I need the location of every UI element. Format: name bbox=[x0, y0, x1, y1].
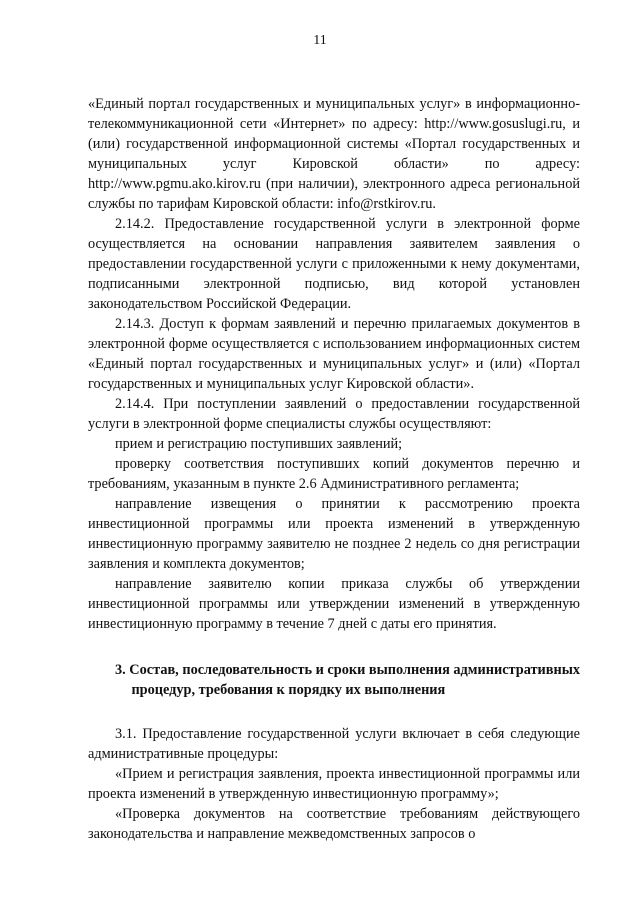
paragraph-2-14-2: 2.14.2. Предоставление государственной услуги в электронной форме осуществляется на основании направления заявителем заявления о предоставлении государственной услуги с приложенными к нему документами, подписанными электронной подписью, вид которой установлен законодательством Российской Федерации. bbox=[88, 216, 580, 312]
document-body bbox=[88, 94, 580, 844]
page-number: 11 bbox=[313, 33, 327, 48]
list-item-notification: направление извещения о принятии к рассмотрению проекта инвестиционной программы или проекта изменений в утвержденную инвестиционную программу заявителю не позднее 2 недель со дня регистрации заявления и комплекта документов; bbox=[88, 496, 580, 572]
paragraph-portal-addresses: «Единый портал государственных и муниципальных услуг» в информационно-телекоммуникационной сети «Интернет» по адресу: http://www.gosuslugi.ru, и (или) государственной информационной системы «Портал государственных и муниципальных услуг Кировской области» по адресу: http://www.pgmu.ako.kirov.ru (при наличии), электронного адреса региональной службы по тарифам Кировской области: info@rstkirov.ru. bbox=[88, 96, 580, 212]
list-item-reception: прием и регистрацию поступивших заявлений; bbox=[115, 436, 403, 452]
section-heading-text: 3. Состав, последовательность и сроки выполнения административных процедур, требования к порядку их выполнения bbox=[115, 662, 581, 698]
paragraph-3-1: 3.1. Предоставление государственной услуги включает в себя следующие административные процедуры: bbox=[88, 726, 580, 762]
list-item-procedure-check: «Проверка документов на соответствие требованиям действующего законодательства и направление межведомственных запросов о bbox=[88, 806, 580, 842]
paragraph-2-14-4: 2.14.4. При поступлении заявлений о предоставлении государственной услуги в электронной форме специалисты службы осуществляют: bbox=[88, 396, 580, 432]
section-3-heading bbox=[88, 660, 580, 700]
paragraph-2-14-3: 2.14.3. Доступ к формам заявлений и перечню прилагаемых документов в электронной форме осуществляется с использованием информационных систем «Единый портал государственных и муниципальных услуг» и (или) «Портал государственных и муниципальных услуг Кировской области». bbox=[88, 316, 580, 392]
list-item-verification: проверку соответствия поступивших копий документов перечню и требованиям, указанным в пункте 2.6 Административного регламента; bbox=[88, 456, 580, 492]
list-item-order-copy: направление заявителю копии приказа службы об утверждении инвестиционной программы или утверждении изменений в утвержденную инвестиционную программу в течение 7 дней с даты его принятия. bbox=[88, 576, 580, 632]
list-item-procedure-reception: «Прием и регистрация заявления, проекта инвестиционной программы или проекта изменений в утвержденную инвестиционную программу»; bbox=[88, 766, 580, 802]
